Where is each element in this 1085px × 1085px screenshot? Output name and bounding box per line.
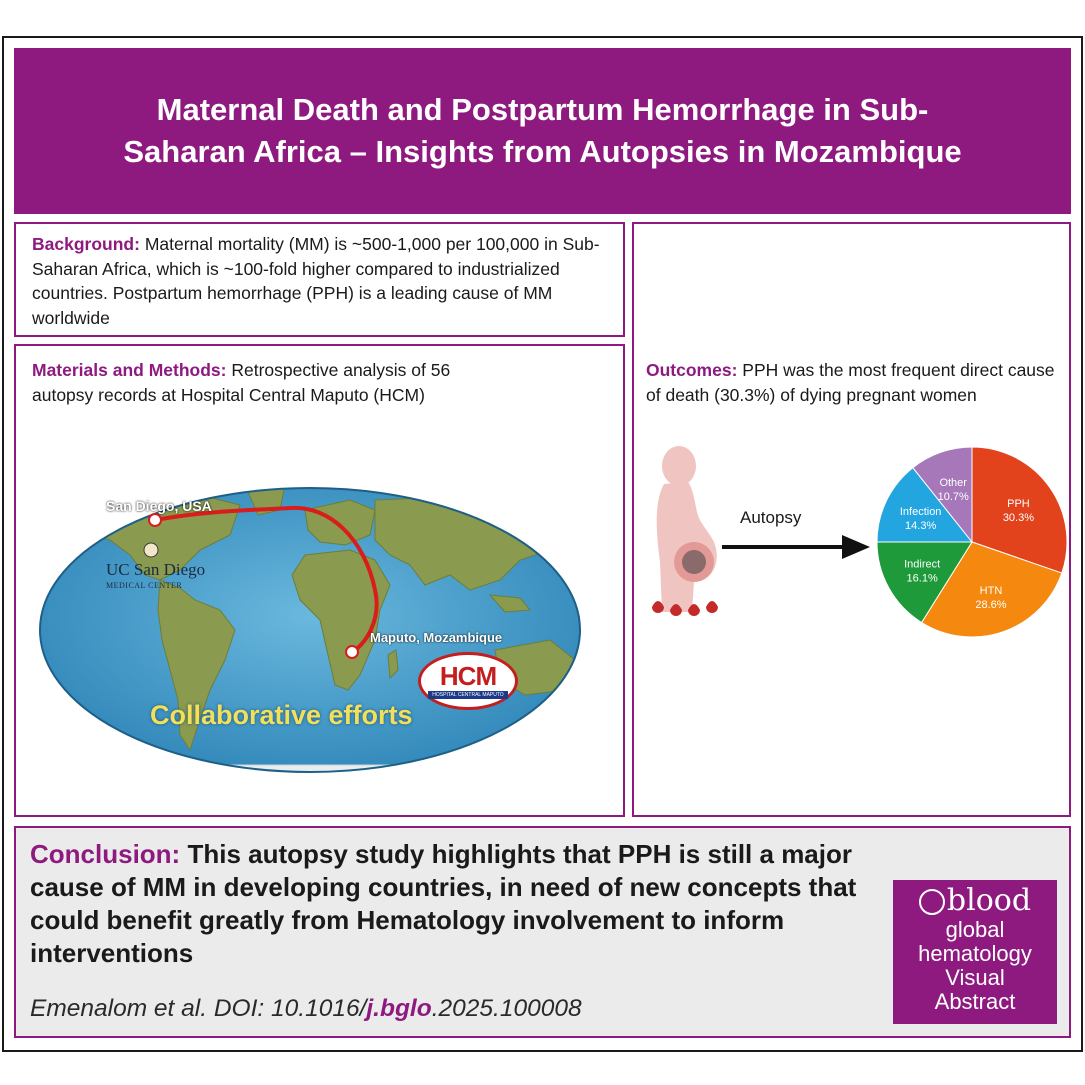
cause-of-death-pie-chart [874,444,1070,640]
san-diego-marker [149,514,161,526]
hcm-logo-subtext: HOSPITAL CENTRAL MAPUTO [428,691,507,699]
hcm-logo-text: HCM [439,661,497,691]
autopsy-label: Autopsy [740,508,802,527]
methods-label: Materials and Methods: [32,360,227,380]
pie-value-pph: 30.3% [1002,511,1035,524]
world-map [30,480,590,780]
page-title: Maternal Death and Postpartum Hemorrhage in Sub-Saharan Africa – Insights from Autopsies in Mozambique [123,92,962,169]
background-panel [14,222,625,337]
citation-suffix: .2025.100008 [431,995,582,1022]
destination-label: Maputo, Mozambique [370,630,503,645]
conclusion-panel [14,826,1071,1038]
outcomes-panel [632,222,1071,817]
citation [30,995,582,1023]
pie-label-htn: HTN [979,584,1003,597]
methods-paragraph [32,358,512,407]
arrow-icon [722,532,872,562]
conclusion-paragraph [30,838,890,970]
title-banner [14,48,1071,214]
blood-logo-icon [919,889,945,915]
badge-brand [893,884,1057,918]
badge-line4: Abstract [934,989,1016,1014]
pregnant-woman-icon [642,442,732,627]
ucsd-logo [106,562,205,594]
citation-journal: j.bglo [366,995,432,1022]
badge-line3: Visual [945,965,1005,990]
ucsd-logo-icon [144,543,158,557]
origin-label: San Diego, USA [106,498,212,514]
background-text: Maternal mortality (MM) is ~500-1,000 per 100,000 in Sub-Saharan Africa, which is ~100-fold higher compared to industrialized countries. Postpartum hemorrhage (PPH) is a leading cause of MM worldwide [32,234,600,328]
world-map-graphic [30,480,590,780]
pie-value-indirect: 16.1% [906,572,938,585]
badge-line2: hematology [918,941,1032,966]
pie-label-indirect: Indirect [904,558,941,571]
outcomes-text: PPH was the most frequent direct cause of death (30.3%) of dying pregnant women [646,360,1055,405]
pie-value-htn: 28.6% [975,598,1007,611]
conclusion-text: This autopsy study highlights that PPH is still a major cause of MM in developing countries, in need of new concepts that could benefit greatly from Hematology involvement to inform interventions [30,839,857,968]
outcomes-paragraph [646,358,1071,407]
background-label: Background: [32,234,140,254]
pie-value-infection: 14.3% [905,520,937,533]
badge-brand-text: blood [946,883,1032,918]
ucsd-logo-sub: MEDICAL CENTER [106,581,183,590]
conclusion-label: Conclusion: [30,839,181,869]
ucsd-logo-name: UC San Diego [106,560,206,579]
outcomes-label: Outcomes: [646,360,738,380]
pie-label-other: Other [939,477,967,490]
pie-label-pph: PPH [1007,497,1030,510]
badge-line1: global [945,917,1005,942]
methods-text: Retrospective analysis of 56 autopsy records at Hospital Central Maputo (HCM) [32,360,451,405]
citation-prefix: Emenalom et al. DOI: 10.1016/ [30,995,367,1022]
maputo-marker [346,646,358,658]
map-caption: Collaborative efforts [150,700,413,730]
blood-journal-badge [893,880,1057,1024]
hcm-logo [418,652,518,710]
background-paragraph [32,232,607,330]
pie-label-infection: Infection [899,506,942,519]
pie-value-other: 10.7% [937,491,969,504]
